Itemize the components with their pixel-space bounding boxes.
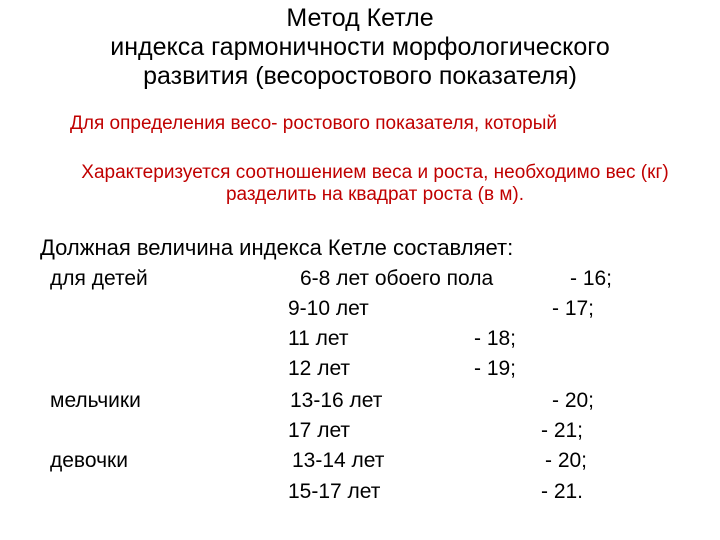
description-paragraph-1: Для определения весо- ростового показателя, который	[70, 113, 557, 134]
row-age: 9-10 лет	[288, 297, 369, 320]
description-paragraph-2: Характеризуется соотношением веса и роста, необходимо вес (кг) разделить на квадрат роста (в м).	[81, 162, 669, 205]
row-value: - 21;	[541, 419, 584, 442]
table-row	[0, 477, 720, 507]
row-value: - 19;	[474, 357, 517, 380]
row-group: для детей	[50, 267, 148, 290]
row-value: - 21.	[541, 480, 584, 503]
table-row	[0, 324, 720, 354]
title-line-1: Метод Кетле	[286, 4, 434, 32]
row-age: 15-17 лет	[288, 480, 381, 503]
table-row	[0, 354, 720, 384]
slide-title	[0, 4, 720, 91]
table-row	[0, 416, 720, 446]
row-group: мельчики	[50, 389, 141, 412]
row-value: - 17;	[552, 297, 595, 320]
intro-text: Должная величина индекса Кетле составляет:	[40, 235, 514, 260]
table-row	[0, 446, 720, 476]
table-row	[0, 264, 720, 294]
row-value: - 16;	[570, 267, 613, 290]
row-age: 17 лет	[288, 419, 351, 442]
row-value: - 20;	[545, 449, 588, 472]
title-line-3: развития (весоростового показателя)	[143, 62, 577, 90]
row-value: - 20;	[552, 389, 595, 412]
row-age: 11 лет	[288, 327, 349, 350]
row-age: 6-8 лет обоего пола	[300, 267, 494, 290]
row-age: 13-14 лет	[292, 449, 385, 472]
row-age: 12 лет	[288, 357, 351, 380]
row-value: - 18;	[474, 327, 517, 350]
row-age: 13-16 лет	[290, 389, 383, 412]
title-line-2: индекса гармоничности морфологического	[110, 33, 610, 61]
row-group: девочки	[50, 449, 128, 472]
table-row	[0, 386, 720, 416]
table-row	[0, 294, 720, 324]
